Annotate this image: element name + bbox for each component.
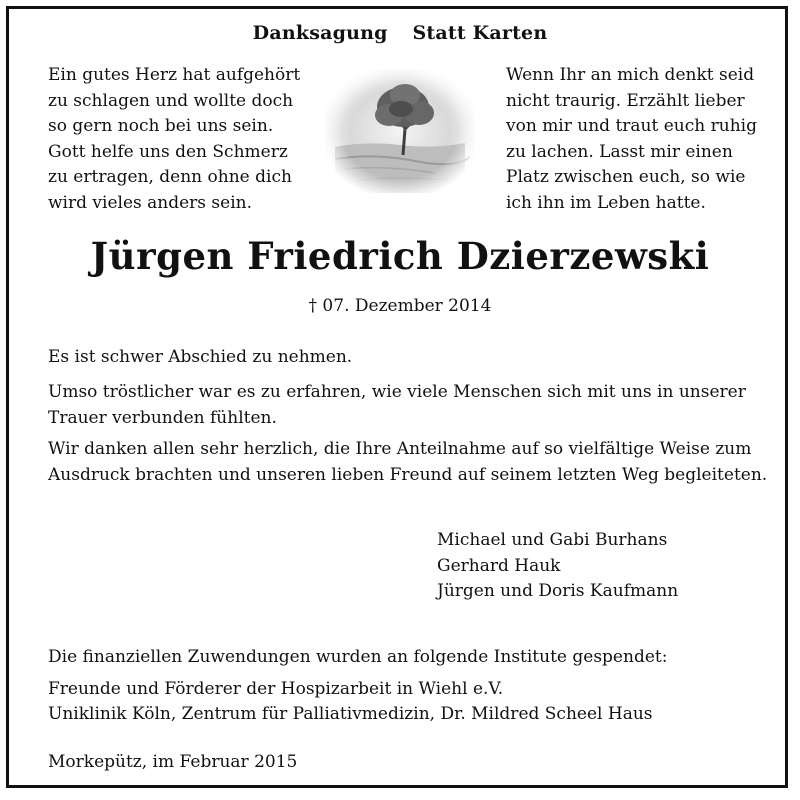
poem-right-line: Platz zwischen euch, so wie [506, 167, 746, 187]
poem-right-line: ich ihn im Leben hatte. [506, 192, 706, 213]
tree-landscape-icon [325, 69, 475, 193]
poem-left-line: wird vieles anders sein. [48, 192, 252, 213]
signer: Michael und Gabi Burhans [437, 530, 668, 550]
signer: Gerhard Hauk [437, 555, 561, 576]
paragraph-thanks: Wir danken allen sehr herzlich, die Ihre Anteilnahme auf so vielfältige Weise zum Ausdruck brachten und unseren lieben Freund auf seinem letzten Weg begleiteten. [48, 439, 768, 485]
poem-right [506, 63, 757, 216]
signers-list [437, 528, 678, 605]
poem-right-line: nicht traurig. Erzählt lieber [506, 90, 745, 111]
donation-intro: Die finanziellen Zuwendungen wurden an folgende Institute gespendet: [48, 647, 668, 667]
paragraph-farewell: Es ist schwer Abschied zu nehmen. [48, 347, 353, 367]
poem-left-line: Ein gutes Herz hat aufgehört [48, 65, 301, 85]
donation-institute: Uniklinik Köln, Zentrum für Palliativmedizin, Dr. Mildred Scheel Haus [48, 704, 653, 724]
signer: Jürgen und Doris Kaufmann [437, 581, 679, 601]
poem-right-line: Wenn Ihr an mich denkt seid [506, 65, 755, 85]
death-date: † 07. Dezember 2014 [308, 296, 492, 316]
poem-left-line: zu schlagen und wollte doch [48, 90, 294, 111]
header-statt-karten: Statt Karten [412, 22, 548, 44]
donation-institute: Freunde und Förderer der Hospizarbeit in Wiehl e.V. [48, 678, 504, 699]
poem-left-line: zu ertragen, denn ohne dich [48, 167, 292, 187]
poem-left-line: so gern noch bei uns sein. [48, 116, 274, 136]
poem-left-line: Gott helfe uns den Schmerz [48, 141, 288, 162]
deceased-name: Jürgen Friedrich Dzierzewski [90, 234, 710, 278]
poem-left [48, 63, 300, 216]
header-danksagung: Danksagung [252, 22, 388, 44]
poem-right-line: von mir und traut euch ruhig [506, 116, 757, 136]
notice-header [0, 22, 800, 44]
place-date: Morkepütz, im Februar 2015 [48, 752, 298, 772]
poem-right-line: zu lachen. Lasst mir einen [506, 141, 733, 162]
paragraph-comfort: Umso tröstlicher war es zu erfahren, wie viele Menschen sich mit uns in unserer Trauer verbunden fühlten. [48, 382, 746, 428]
donation-section [48, 645, 667, 728]
